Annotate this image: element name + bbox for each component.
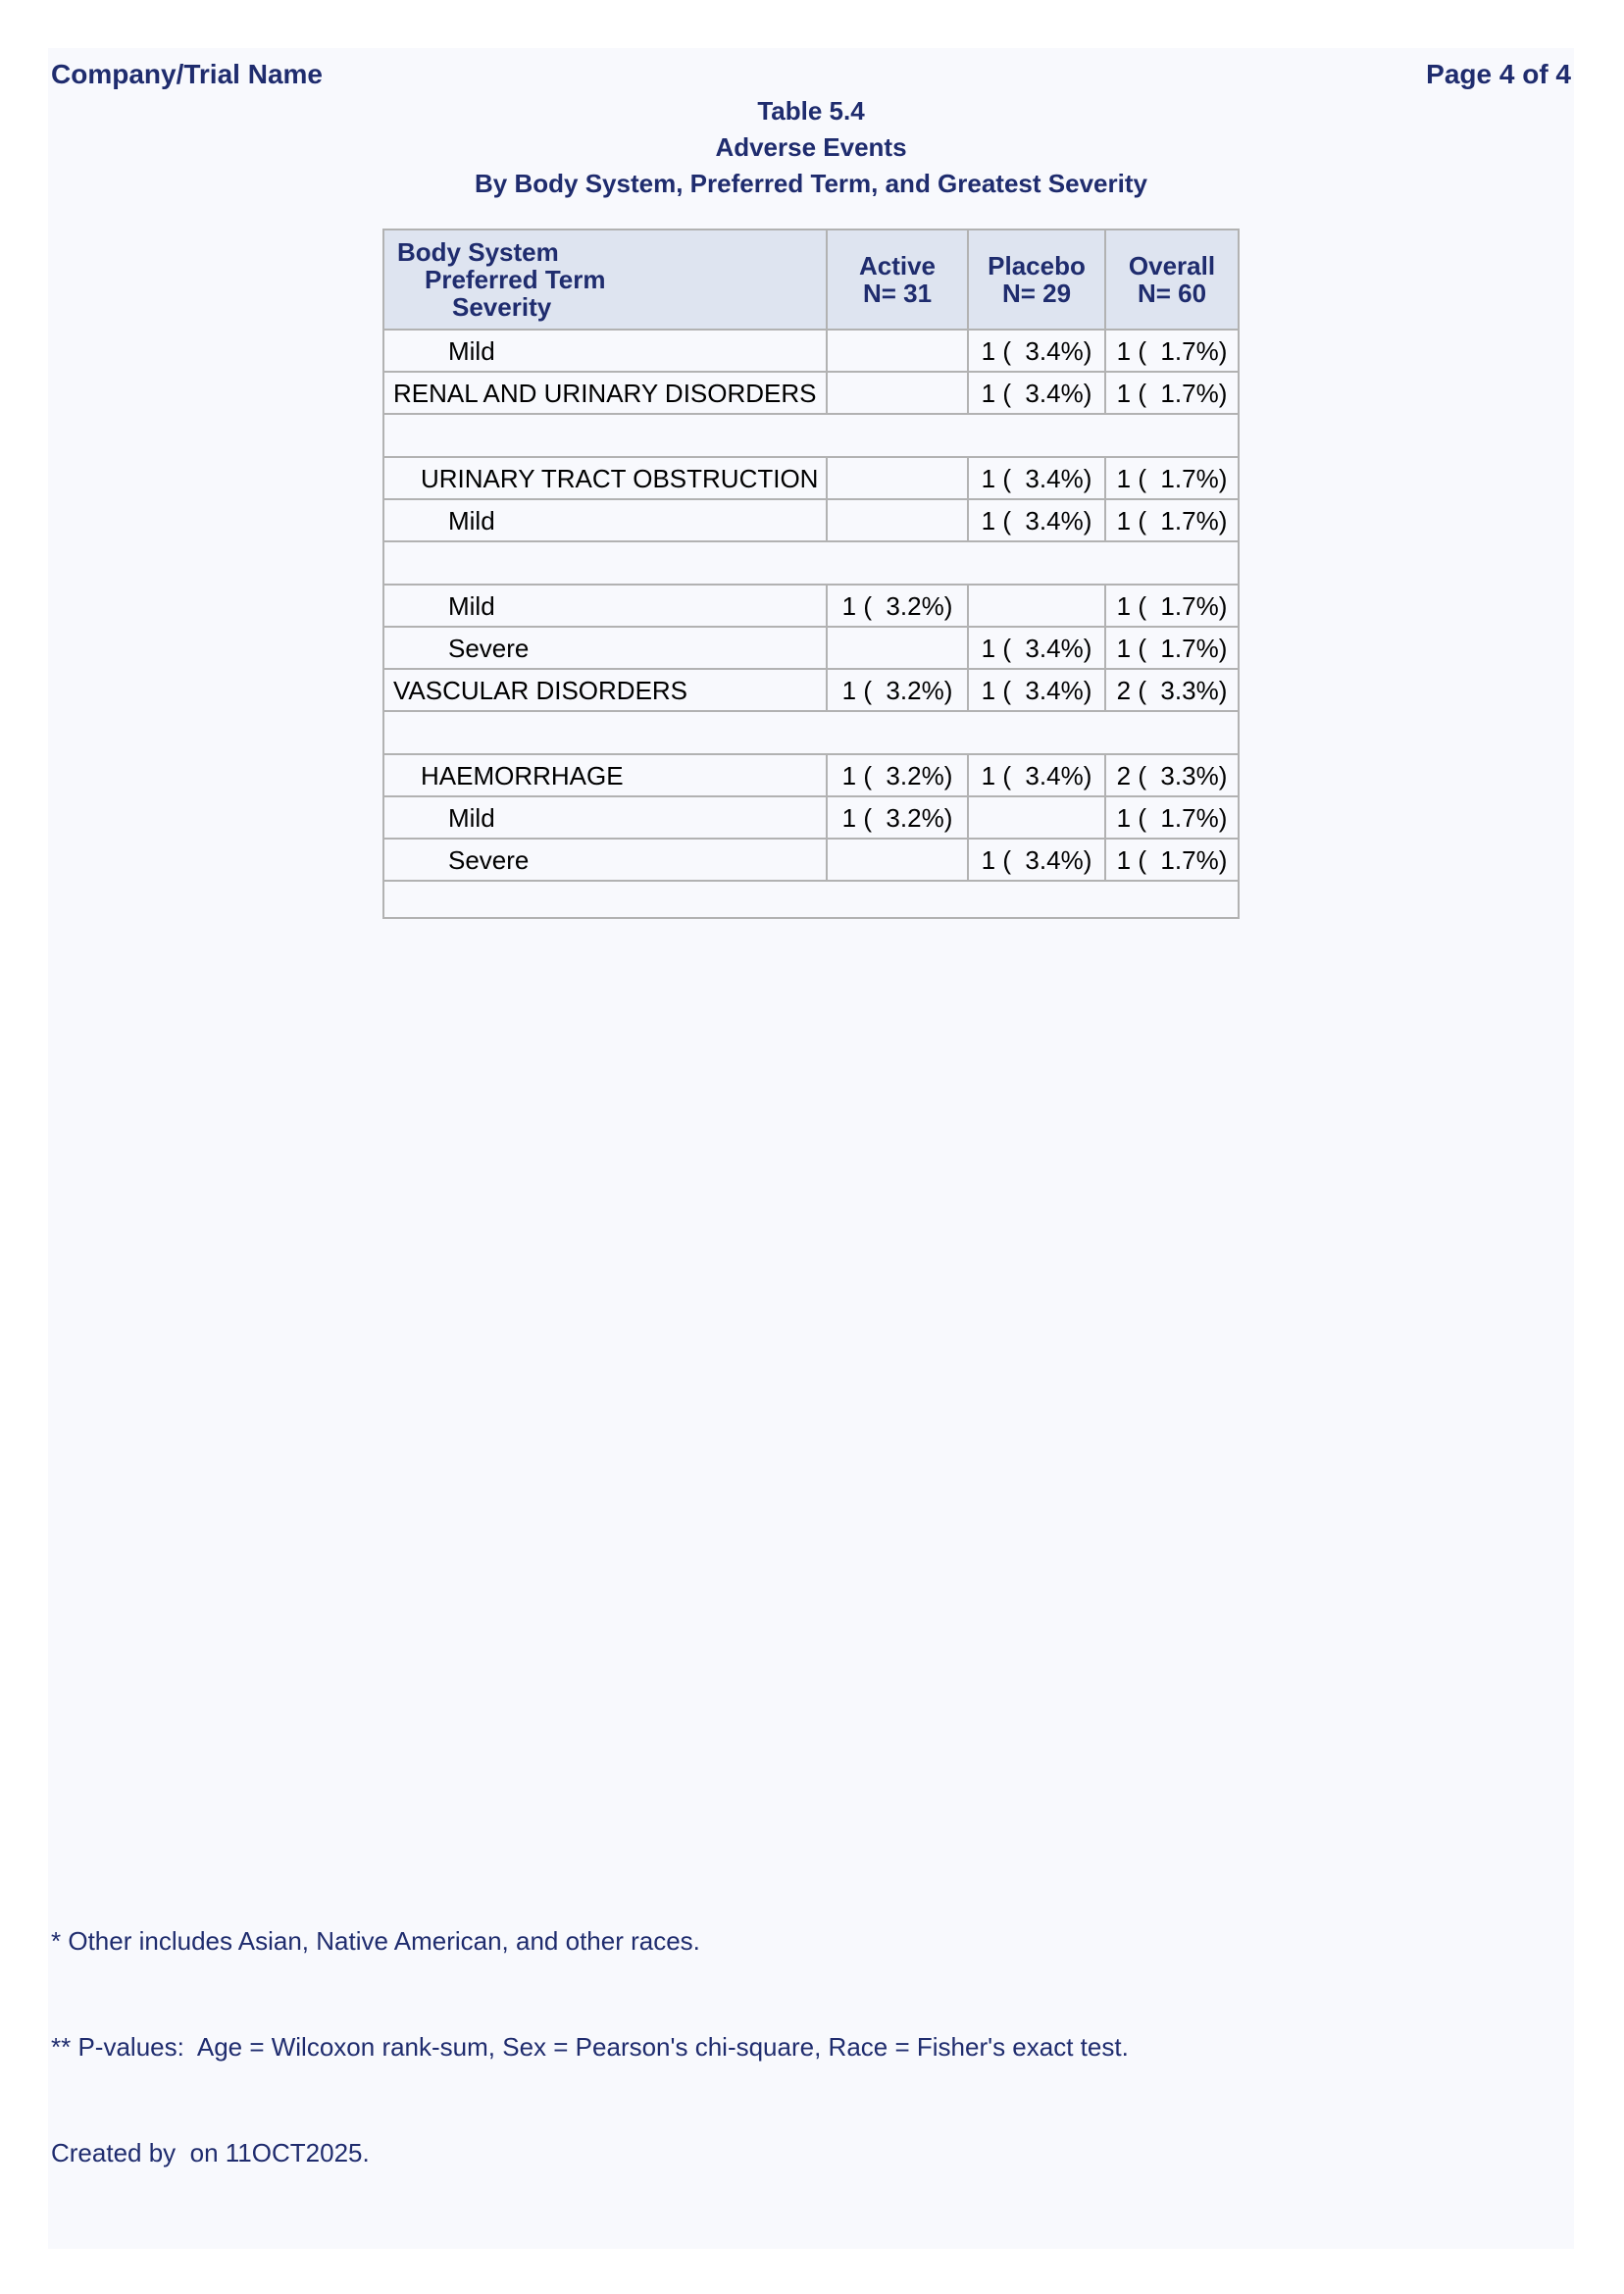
spacer-row bbox=[383, 711, 1239, 754]
overall-value-cell: 1 ( 1.7%) bbox=[1105, 499, 1239, 541]
active-value-cell bbox=[827, 627, 968, 669]
stub-header-line-preferred-term: Preferred Term bbox=[425, 265, 606, 294]
overall-value-cell: 2 ( 3.3%) bbox=[1105, 669, 1239, 711]
spacer-cell bbox=[383, 711, 1239, 754]
overall-value-cell: 1 ( 1.7%) bbox=[1105, 457, 1239, 499]
table-row bbox=[383, 330, 1239, 372]
stub-header-line-body-system: Body System bbox=[397, 237, 559, 267]
footnotes bbox=[51, 1853, 1129, 2241]
column-header-active: Active N= 31 bbox=[827, 229, 968, 330]
spacer-row bbox=[383, 414, 1239, 457]
table-header-row bbox=[383, 229, 1239, 330]
overall-value-cell: 2 ( 3.3%) bbox=[1105, 754, 1239, 796]
table-row bbox=[383, 499, 1239, 541]
overall-value-cell: 1 ( 1.7%) bbox=[1105, 839, 1239, 881]
row-label: Mild bbox=[383, 499, 827, 541]
stub-column-header bbox=[383, 229, 827, 330]
spacer-cell bbox=[383, 414, 1239, 457]
table-subtitle-2: By Body System, Preferred Term, and Greatest Severity bbox=[475, 169, 1147, 198]
placebo-value-cell: 1 ( 3.4%) bbox=[968, 457, 1105, 499]
overall-value-cell: 1 ( 1.7%) bbox=[1105, 796, 1239, 839]
table-row bbox=[383, 457, 1239, 499]
row-label: Mild bbox=[383, 585, 827, 627]
active-value-cell bbox=[827, 499, 968, 541]
active-value-cell bbox=[827, 839, 968, 881]
row-label: Severe bbox=[383, 627, 827, 669]
spacer-row bbox=[383, 541, 1239, 585]
footnote-1: * Other includes Asian, Native American, and other races. bbox=[51, 1926, 700, 1956]
created-by-line: Created by on 11OCT2025. bbox=[51, 2138, 370, 2167]
row-label: HAEMORRHAGE bbox=[383, 754, 827, 796]
spacer-row bbox=[383, 881, 1239, 918]
placebo-value-cell: 1 ( 3.4%) bbox=[968, 627, 1105, 669]
page-number: Page 4 of 4 bbox=[1426, 59, 1571, 89]
company-trial-name: Company/Trial Name bbox=[51, 59, 323, 89]
overall-value-cell: 1 ( 1.7%) bbox=[1105, 627, 1239, 669]
placebo-value-cell: 1 ( 3.4%) bbox=[968, 330, 1105, 372]
footnote-2: ** P-values: Age = Wilcoxon rank-sum, Sex = Pearson's chi-square, Race = Fisher's exact test. bbox=[51, 2032, 1129, 2062]
table-row bbox=[383, 372, 1239, 414]
placebo-value-cell: 1 ( 3.4%) bbox=[968, 669, 1105, 711]
title-block bbox=[48, 93, 1574, 202]
table-row bbox=[383, 839, 1239, 881]
active-value-cell bbox=[827, 372, 968, 414]
page-header bbox=[48, 48, 1574, 91]
placebo-value-cell: 1 ( 3.4%) bbox=[968, 839, 1105, 881]
active-value-cell: 1 ( 3.2%) bbox=[827, 585, 968, 627]
overall-value-cell: 1 ( 1.7%) bbox=[1105, 585, 1239, 627]
table-subtitle: Adverse Events bbox=[715, 132, 907, 162]
active-value-cell: 1 ( 3.2%) bbox=[827, 669, 968, 711]
table-row bbox=[383, 669, 1239, 711]
row-label: Mild bbox=[383, 796, 827, 839]
row-label: URINARY TRACT OBSTRUCTION bbox=[383, 457, 827, 499]
table-row bbox=[383, 585, 1239, 627]
row-label: Severe bbox=[383, 839, 827, 881]
active-value-cell bbox=[827, 330, 968, 372]
overall-value-cell: 1 ( 1.7%) bbox=[1105, 330, 1239, 372]
stub-header-line-severity: Severity bbox=[452, 292, 552, 322]
spacer-cell bbox=[383, 881, 1239, 918]
placebo-value-cell bbox=[968, 796, 1105, 839]
placebo-value-cell bbox=[968, 585, 1105, 627]
adverse-events-table bbox=[382, 229, 1240, 919]
column-header-placebo: Placebo N= 29 bbox=[968, 229, 1105, 330]
row-label: Mild bbox=[383, 330, 827, 372]
placebo-value-cell: 1 ( 3.4%) bbox=[968, 754, 1105, 796]
column-header-overall: Overall N= 60 bbox=[1105, 229, 1239, 330]
table-row bbox=[383, 754, 1239, 796]
table-number-title: Table 5.4 bbox=[757, 96, 865, 126]
overall-value-cell: 1 ( 1.7%) bbox=[1105, 372, 1239, 414]
active-value-cell: 1 ( 3.2%) bbox=[827, 754, 968, 796]
spacer-cell bbox=[383, 541, 1239, 585]
placebo-value-cell: 1 ( 3.4%) bbox=[968, 499, 1105, 541]
table-row bbox=[383, 796, 1239, 839]
active-value-cell: 1 ( 3.2%) bbox=[827, 796, 968, 839]
content-panel bbox=[48, 48, 1574, 2249]
placebo-value-cell: 1 ( 3.4%) bbox=[968, 372, 1105, 414]
row-label: VASCULAR DISORDERS bbox=[383, 669, 827, 711]
active-value-cell bbox=[827, 457, 968, 499]
row-label: RENAL AND URINARY DISORDERS bbox=[383, 372, 827, 414]
table-row bbox=[383, 627, 1239, 669]
